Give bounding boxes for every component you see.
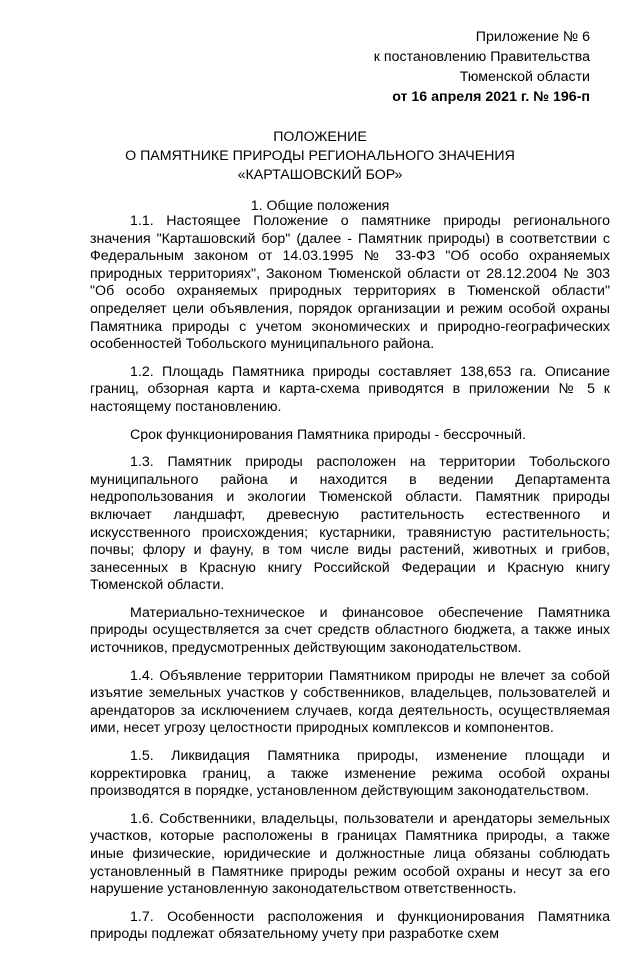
appendix-label: Приложение № 6 <box>475 29 590 45</box>
section-heading: 1. Общие положения <box>250 198 390 214</box>
document-title <box>40 128 600 185</box>
paragraph-term: Срок функционирования Памятника природы - бессрочный. <box>130 426 526 443</box>
paragraph-1-5: 1.5. Ликвидация Памятника природы, изменение площади и корректировка границ, а также изменение режима особой охраны производятся в порядке, установленном действующим законодательством. <box>90 748 610 800</box>
title-line-1: ПОЛОЖЕНИЕ <box>273 129 367 145</box>
paragraph-1-6: 1.6. Собственники, владельцы, пользователи и арендаторы земельных участков, которые расположены в границах Памятника природы, а также иные физические, юридические и должностные лица обязаны соблюдать установленный в Памятнике природы режим особой охраны и несут за его нарушение установленную законодательством ответственность. <box>90 810 610 898</box>
title-line-2: О ПАМЯТНИКЕ ПРИРОДЫ РЕГИОНАЛЬНОГО ЗНАЧЕНИЯ <box>125 148 515 164</box>
paragraph-1-1: 1.1. Настоящее Положение о памятнике природы регионального значения "Карташовский бор" (далее - Памятник природы) в соответствии с Федеральным законом от 14.03.1995 № 33-ФЗ "Об особо охраняемых природных территориях", Законом Тюменской области от 28.12.2004 № 303 "Об особо охраняемых природных территориях в Тюменской области" определяет цели объявления, порядок организации и режим особой охраны Памятника природы с учетом экономических и природно-географических особенностей Тобольского муниципального района. <box>90 213 610 353</box>
appendix-reference-line-2: Тюменской области <box>459 69 590 85</box>
appendix-block <box>330 27 590 107</box>
appendix-reference-line-1: к постановлению Правительства <box>373 49 590 65</box>
paragraph-1-3: 1.3. Памятник природы расположен на территории Тобольского муниципального района и находится в ведении Департамента недропользования и экологии Тюменской области. Памятник природы включает ландшафт, древесную растительность естественного и искусственного происхождения; кустарники, травянистую растительность; почвы; флору и фауну, в том числе виды растений, животных и грибов, занесенных в Красную книгу Российской Федерации и Красную книгу Тюменской области. <box>90 454 610 594</box>
paragraph-1-7: 1.7. Особенности расположения и функционирования Памятника природы подлежат обязательному учету при разработке схем <box>90 908 610 943</box>
title-line-3: «КАРТАШОВСКИЙ БОР» <box>237 167 403 183</box>
document-body <box>90 213 610 954</box>
paragraph-1-4: 1.4. Объявление территории Памятником природы не влечет за собой изъятие земельных участков у собственников, владельцев, пользователей и арендаторов за исключением случаев, когда деятельность, осуществляемая ими, несет угрозу целостности природных комплексов и компонентов. <box>90 667 610 737</box>
paragraph-1-2: 1.2. Площадь Памятника природы составляет 138,653 га. Описание границ, обзорная карта и карта-схема приводятся в приложении № 5 к настоящему постановлению. <box>90 363 610 415</box>
appendix-date: от 16 апреля 2021 г. № 196-п <box>392 89 590 105</box>
paragraph-funding: Материально-техническое и финансовое обеспечение Памятника природы осуществляется за счет средств областного бюджета, а также иных источников, предусмотренных действующим законодательством. <box>90 604 610 657</box>
